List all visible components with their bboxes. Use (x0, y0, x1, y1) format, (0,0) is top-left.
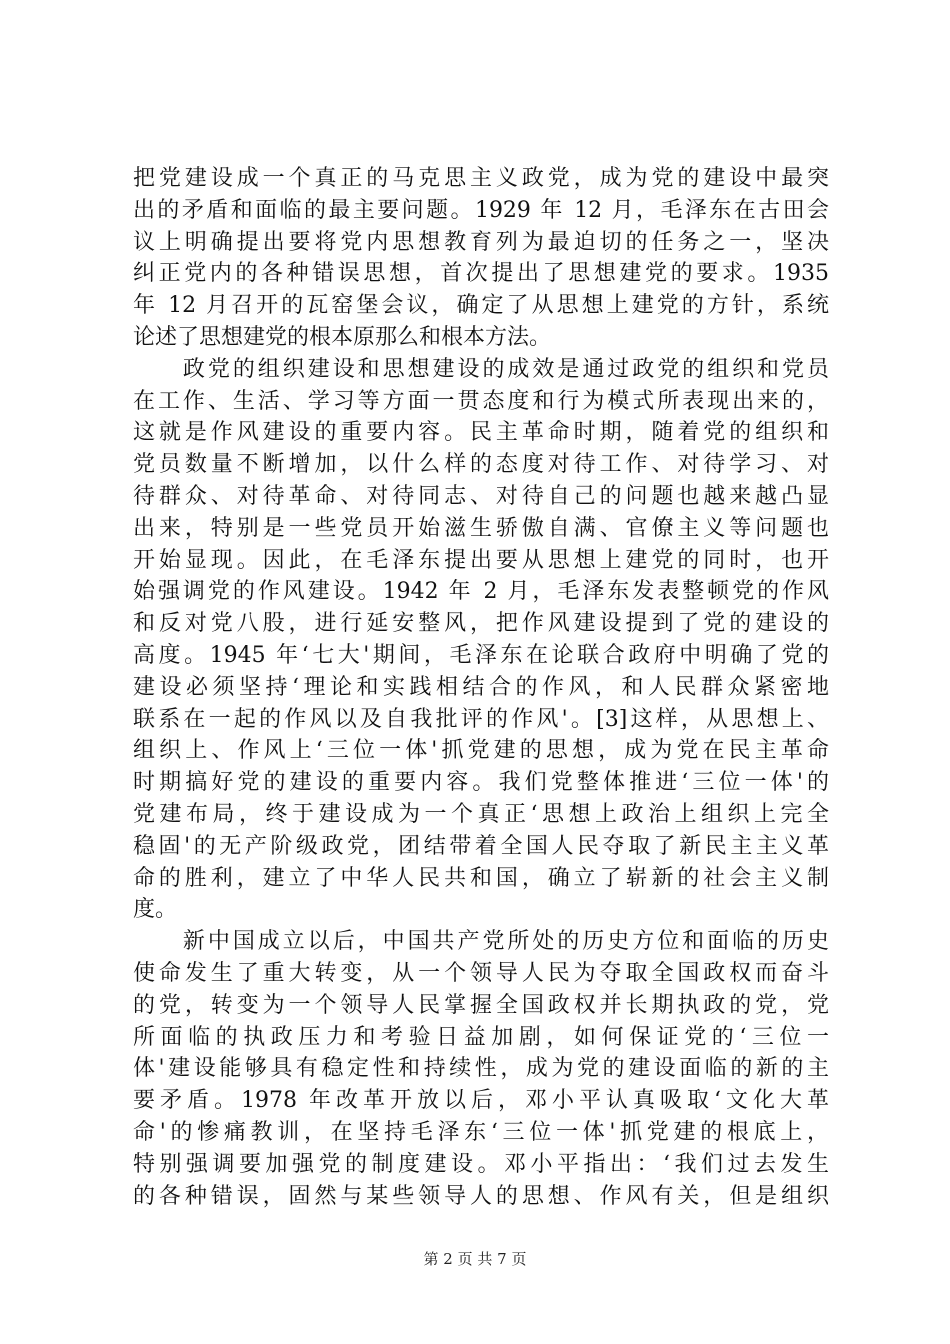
text-line: 年 12 月召开的瓦窑堡会议，确定了从思想上建党的方针，系统 (133, 293, 829, 319)
text-line: 在工作、生活、学习等方面一贯态度和行为模式所表现出来的， (133, 388, 829, 414)
text-line: 纠正党内的各种错误思想，首次提出了思想建党的要求。1935 (133, 261, 829, 287)
text-line: 特别强调要加强党的制度建设。邓小平指出：‘我们过去发生 (133, 1151, 829, 1177)
text-line: 这就是作风建设的重要内容。民主革命时期，随着党的组织和 (133, 420, 829, 446)
text-line: 出来，特别是一些党员开始滋生骄傲自满、官僚主义等问题也 (133, 515, 829, 541)
text-line: 的各种错误，固然与某些领导人的思想、作风有关，但是组织 (133, 1183, 829, 1209)
text-line: 政党的组织建设和思想建设的成效是通过政党的组织和党员 (133, 356, 829, 382)
text-line: 要矛盾。1978 年改革开放以后，邓小平认真吸取‘文化大革 (133, 1088, 829, 1114)
text-line: 党员数量不断增加，以什么样的态度对待工作、对待学习、对 (133, 452, 829, 478)
text-line: 使命发生了重大转变，从一个领导人民为夺取全国政权而奋斗 (133, 960, 829, 986)
page-footer: 第 2 页 共 7 页 (423, 1250, 527, 1268)
text-line: 把党建设成一个真正的马克思主义政党，成为党的建设中最突 (133, 166, 829, 191)
text-line: 所面临的执政压力和考验日益加剧，如何保证党的‘三位一 (133, 1024, 829, 1050)
text-line: 始强调党的作风建设。1942 年 2 月，毛泽东发表整顿党的作风 (133, 579, 829, 605)
text-line: 党建布局，终于建设成为一个真正‘思想上政治上组织上完全 (133, 801, 829, 827)
text-line: 稳固'的无产阶级政党，团结带着全国人民夺取了新民主主义革 (133, 833, 829, 859)
text-line: 建设必须坚持‘理论和实践相结合的作风，和人民群众紧密地 (133, 674, 829, 700)
text-line: 议上明确提出要将党内思想教育列为最迫切的任务之一，坚决 (133, 229, 829, 255)
text-line: 出的矛盾和面临的最主要问题。1929 年 12 月，毛泽东在古田会 (133, 197, 829, 223)
text-line: 开始显现。因此，在毛泽东提出要从思想上建党的同时，也开 (133, 547, 829, 573)
text-line: 和反对党八股，进行延安整风，把作风建设提到了党的建设的 (133, 611, 829, 637)
text-line: 的党，转变为一个领导人民掌握全国政权并长期执政的党，党 (133, 992, 829, 1018)
text-line: 命的胜利，建立了中华人民共和国，确立了崭新的社会主义制 (133, 865, 829, 891)
text-line: 组织上、作风上‘三位一体'抓党建的思想，成为党在民主革命 (133, 738, 829, 764)
text-line: 体'建设能够具有稳定性和持续性，成为党的建设面临的新的主 (133, 1056, 829, 1082)
text-line: 高度。1945 年‘七大'期间，毛泽东在论联合政府中明确了党的 (133, 642, 829, 668)
text-line: 新中国成立以后，中国共产党所处的历史方位和面临的历史 (133, 929, 829, 955)
document-body (133, 163, 829, 1212)
text-line: 联系在一起的作风以及自我批评的作风'。[3]这样，从思想上、 (133, 706, 829, 732)
text-line: 时期搞好党的建设的重要内容。我们党整体推进‘三位一体'的 (133, 770, 829, 796)
text-line: 待群众、对待革命、对待同志、对待自己的问题也越来越凸显 (133, 483, 829, 509)
text-line: 命'的惨痛教训，在坚持毛泽东‘三位一体'抓党建的根底上， (133, 1119, 829, 1145)
text-line: 度。 (133, 897, 178, 923)
text-line: 论述了思想建党的根本原那么和根本方法。 (133, 324, 552, 350)
